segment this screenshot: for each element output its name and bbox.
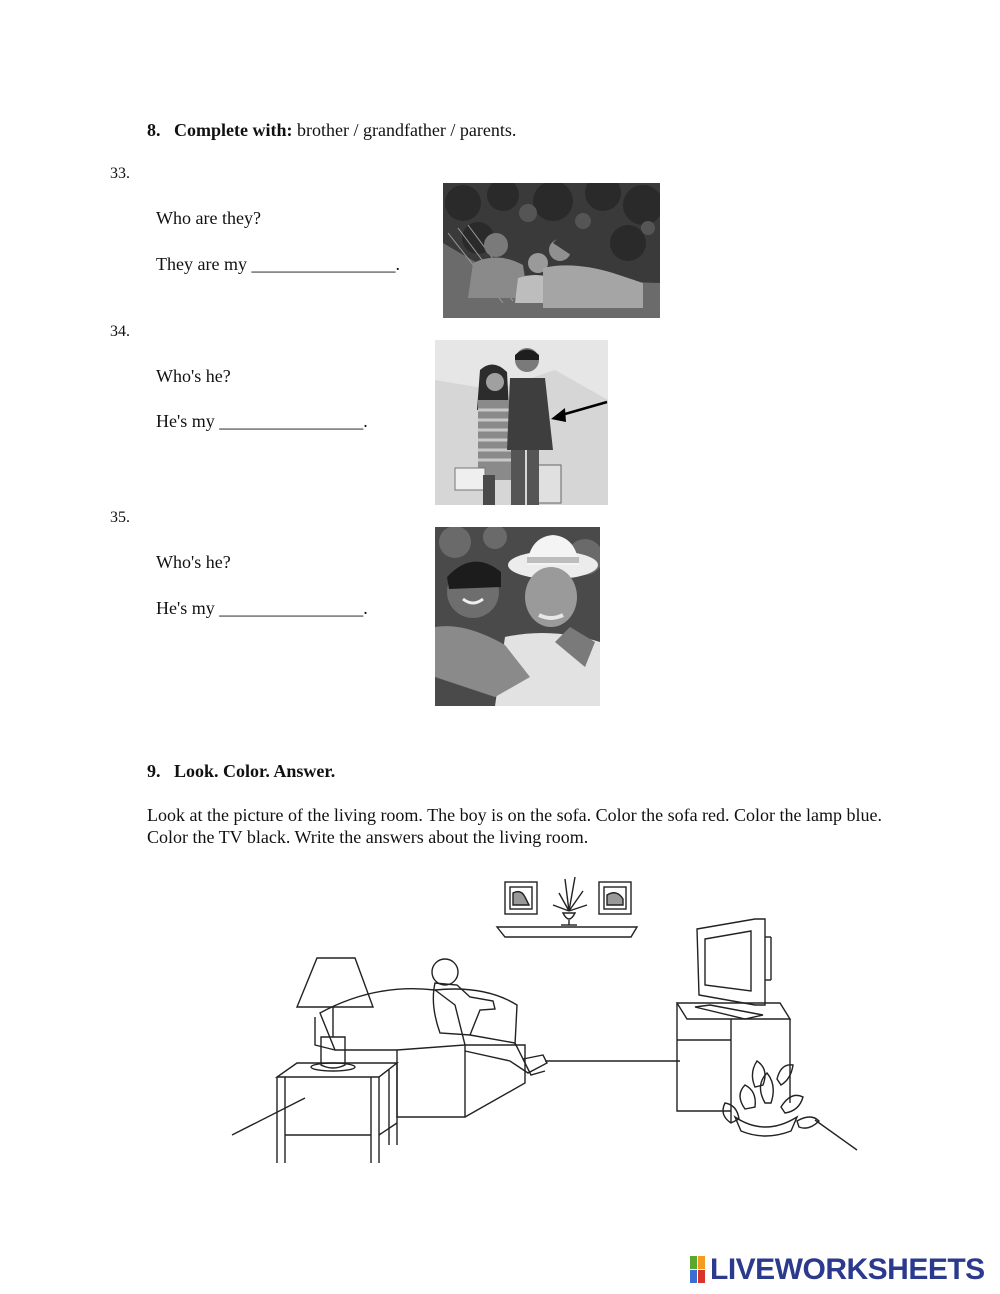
logo-badge-icon — [690, 1256, 706, 1284]
question-35-prompt: Who's he? — [156, 552, 231, 572]
question-34-answer-line[interactable]: He's my ________________. — [156, 411, 368, 431]
section-8-heading — [147, 119, 516, 141]
brother-and-sister-photo — [435, 340, 608, 505]
question-35-answer-line[interactable]: He's my ________________. — [156, 598, 368, 618]
question-33-number: 33. — [110, 165, 130, 182]
grandfather-and-girl-photo — [435, 527, 600, 706]
question-34-number: 34. — [110, 323, 130, 340]
question-33-answer-line[interactable]: They are my ________________. — [156, 254, 400, 274]
family-on-hammock-photo — [443, 183, 660, 318]
question-34-prompt: Who's he? — [156, 366, 231, 386]
section-8-word-bank: brother / grandfather / parents. — [292, 120, 517, 140]
section-9-number: 9. — [147, 761, 161, 781]
wall-picture-right — [599, 882, 631, 914]
question-33-prompt: Who are they? — [156, 208, 261, 228]
section-9-instructions: Look at the picture of the living room. The boy is on the sofa. Color the sofa red. Color the lamp blue. Color the TV black. Write the answers about the living room. — [147, 805, 883, 847]
logo-text: LIVEWORKSHEETS — [710, 1253, 985, 1286]
living-room-illustration — [225, 865, 865, 1170]
section-8-instruction-label: Complete with: — [174, 120, 293, 140]
wall-picture-left — [505, 882, 537, 914]
section-8-number: 8. — [147, 120, 161, 140]
liveworksheets-logo — [690, 1252, 985, 1288]
section-9-title: Look. Color. Answer. — [174, 761, 336, 781]
question-35-number: 35. — [110, 509, 130, 526]
section-9-heading — [147, 760, 335, 782]
